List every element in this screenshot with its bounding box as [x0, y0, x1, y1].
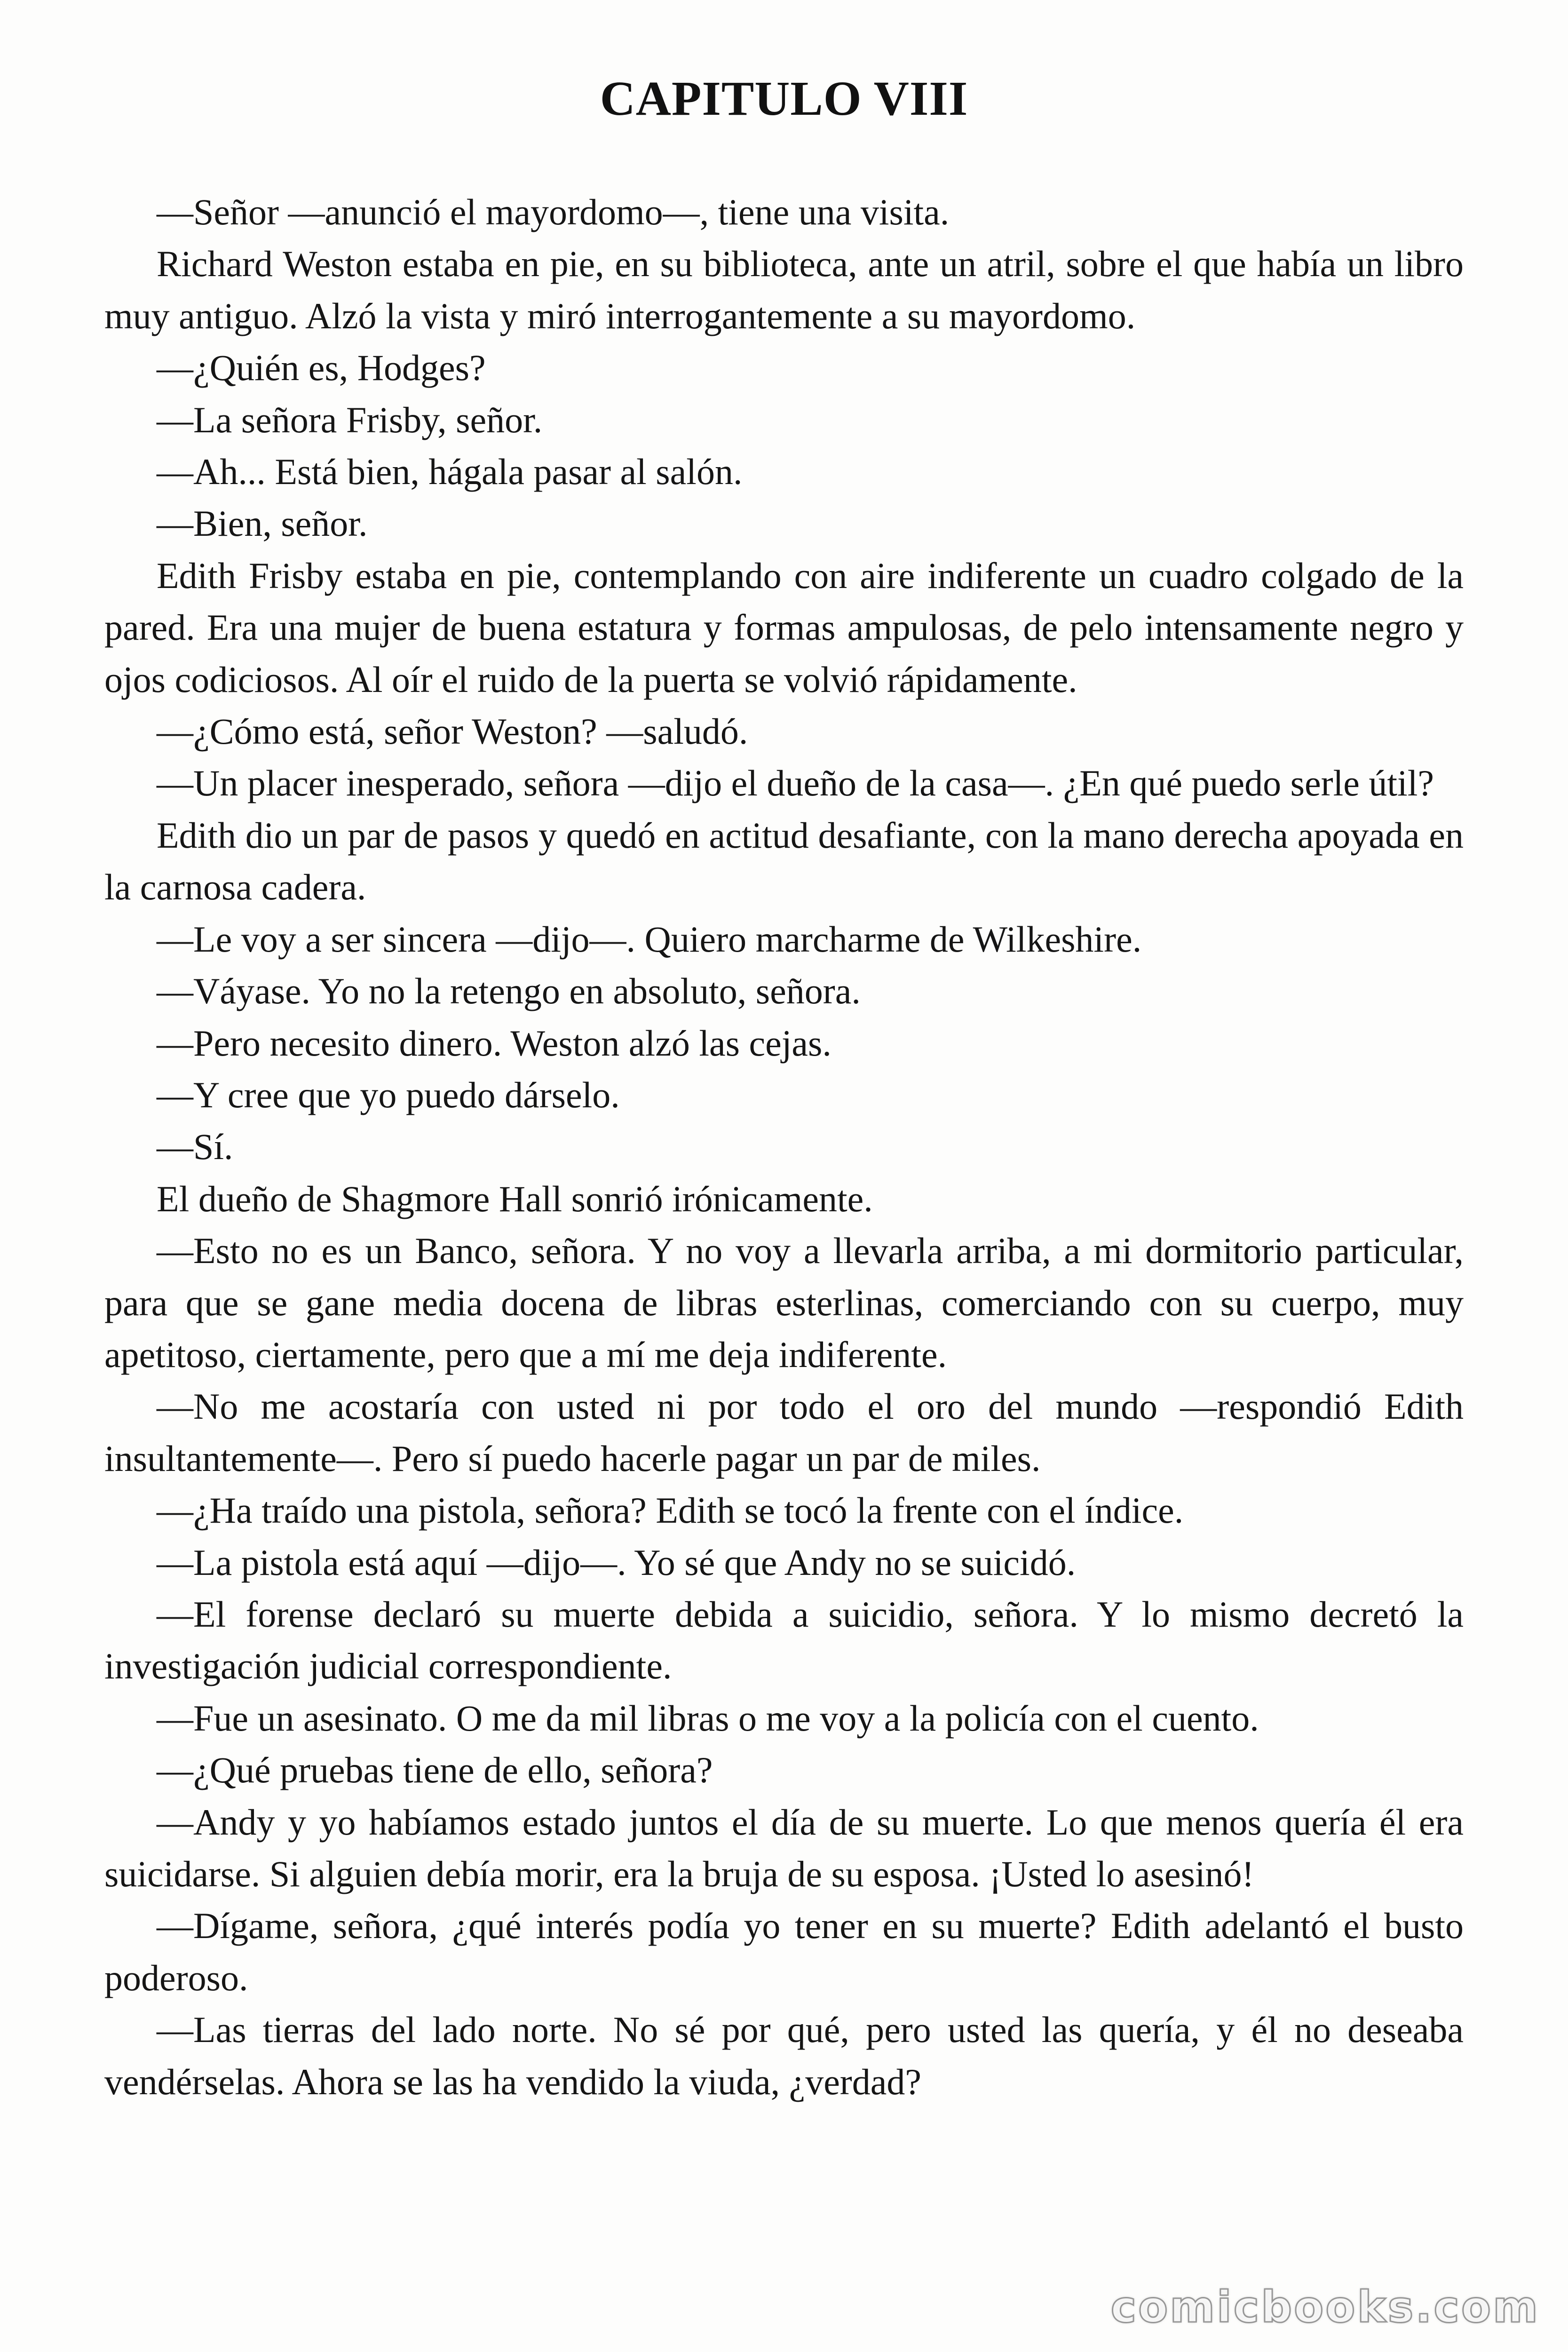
paragraph: —Fue un asesinato. O me da mil libras o me voy a la policía con el cuento. — [157, 1697, 1259, 1739]
paragraph: Edith dio un par de pasos y quedó en actitud desafiante, con la mano derecha apoyada en la carnosa cadera. — [104, 814, 1464, 908]
paragraph: El dueño de Shagmore Hall sonrió irónicamente. — [157, 1178, 873, 1219]
paragraph: —Las tierras del lado norte. No sé por qué, pero usted las quería, y él no deseaba vendérselas. Ahora se las ha vendido la viuda, ¿verdad? — [104, 2009, 1464, 2102]
paragraph: —Sí. — [157, 1126, 233, 1168]
watermark-logo: comicbooks.com — [1110, 2282, 1540, 2332]
paragraph: —La señora Frisby, señor. — [157, 399, 543, 440]
paragraph: —Y cree que yo puedo dárselo. — [157, 1074, 620, 1115]
paragraph: —¿Cómo está, señor Weston? —saludó. — [157, 711, 748, 752]
paragraph: —Dígame, señora, ¿qué interés podía yo tener en su muerte? Edith adelantó el busto poderoso. — [104, 1905, 1464, 1998]
paragraph: —Un placer inesperado, señora —dijo el dueño de la casa—. ¿En qué puedo serle útil? — [157, 763, 1434, 804]
chapter-body — [104, 186, 1464, 2108]
paragraph: —Ah... Está bien, hágala pasar al salón. — [157, 451, 743, 493]
paragraph: —Señor —anunció el mayordomo—, tiene una visita. — [157, 191, 950, 232]
paragraph: —Pero necesito dinero. Weston alzó las cejas. — [157, 1022, 832, 1064]
paragraph: —Esto no es un Banco, señora. Y no voy a llevarla arriba, a mi dormitorio particular, para que se gane media docena de libras esterlinas, comerciando con su cuerpo, muy apetitoso, ciertamente, pero que a mí me deja indiferente. — [104, 1230, 1464, 1375]
paragraph: —La pistola está aquí —dijo—. Yo sé que Andy no se suicidó. — [157, 1542, 1076, 1583]
paragraph: Edith Frisby estaba en pie, contemplando con aire indiferente un cuadro colgado de la pared. Era una mujer de buena estatura y formas ampulosas, de pelo intensamente negro y ojos codiciosos. Al oír el ruido de la puerta se volvió rápidamente. — [104, 555, 1464, 700]
chapter-title: CAPITULO VIII — [600, 72, 968, 126]
paragraph: —Váyase. Yo no la retengo en absoluto, señora. — [157, 970, 861, 1012]
paragraph: Richard Weston estaba en pie, en su biblioteca, ante un atril, sobre el que había un libro muy antiguo. Alzó la vista y miró interrogantemente a su mayordomo. — [104, 243, 1464, 336]
paragraph: —¿Ha traído una pistola, señora? Edith se tocó la frente con el índice. — [157, 1490, 1184, 1531]
paragraph: —No me acostaría con usted ni por todo el oro del mundo —respondió Edith insultantemente—. Pero sí puedo hacerle pagar un par de miles. — [104, 1386, 1464, 1479]
paragraph: —¿Qué pruebas tiene de ello, señora? — [157, 1749, 713, 1791]
paragraph: —Andy y yo habíamos estado juntos el día de su muerte. Lo que menos quería él era suicidarse. Si alguien debía morir, era la bruja de su esposa. ¡Usted lo asesinó! — [104, 1801, 1464, 1894]
paragraph: —¿Quién es, Hodges? — [157, 347, 486, 389]
paragraph: —Bien, señor. — [157, 503, 368, 544]
paragraph: —El forense declaró su muerte debida a suicidio, señora. Y lo mismo decretó la investigación judicial correspondiente. — [104, 1593, 1464, 1687]
paragraph: —Le voy a ser sincera —dijo—. Quiero marcharme de Wilkeshire. — [157, 918, 1142, 960]
